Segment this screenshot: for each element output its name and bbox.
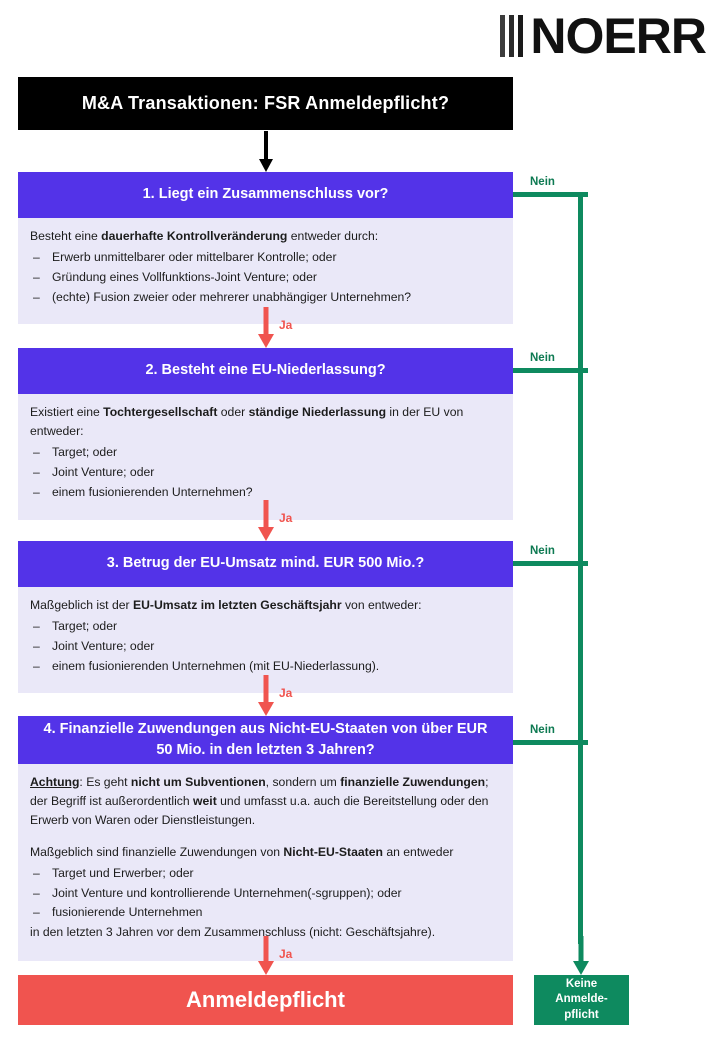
list-item: – Target; oder — [30, 617, 501, 636]
question-box-1-list — [30, 248, 501, 307]
edge-label-nein-4: Nein — [530, 724, 555, 736]
question-box-4-outro: in den letzten 3 Jahren vor dem Zusammenschluss (nicht: Geschäftsjahre). — [30, 925, 436, 940]
edge-label-ja-2: Ja — [279, 511, 293, 525]
edge-label-nein-1: Nein — [530, 176, 555, 188]
question-box-4-heading: 4. Finanzielle Zuwendungen aus Nicht-EU-Staaten von über EUR 50 Mio. in den letzten 3 Jahren? — [18, 716, 513, 764]
question-box-1-intro: Besteht eine dauerhafte Kontrollveränderung entweder durch: — [30, 229, 379, 243]
list-item: – einem fusionierenden Unternehmen? — [30, 483, 501, 502]
question-box-4-list — [30, 864, 501, 923]
arrow-title-to-box1 — [256, 131, 276, 173]
connector-no-box2-horizontal — [513, 368, 588, 373]
list-item: – Joint Venture; oder — [30, 463, 501, 482]
edge-label-nein-2: Nein — [530, 352, 555, 364]
question-box-3[interactable] — [18, 541, 513, 693]
arrow-yes-box2-to-box3 — [256, 500, 276, 542]
connector-no-box1-horizontal — [513, 192, 588, 197]
connector-no-trunk-vertical — [578, 192, 583, 944]
question-box-2-heading: 2. Besteht eine EU-Niederlassung? — [18, 348, 513, 394]
list-item: – einem fusionierenden Unternehmen (mit EU-Niederlassung). — [30, 657, 501, 676]
question-box-2[interactable] — [18, 348, 513, 520]
question-box-2-list — [30, 443, 501, 502]
list-item: – (echte) Fusion zweier oder mehrerer unabhängiger Unternehmen? — [30, 288, 501, 307]
edge-label-ja-3: Ja — [279, 686, 293, 700]
connector-no-box3-horizontal — [513, 561, 588, 566]
result-anmeldepflicht[interactable]: Anmeldepflicht — [18, 975, 513, 1025]
logo-bars-icon — [500, 15, 523, 57]
list-item: – Erwerb unmittelbarer oder mittelbarer Kontrolle; oder — [30, 248, 501, 267]
question-box-3-intro: Maßgeblich ist der EU-Umsatz im letzten Geschäftsjahr von entweder: — [30, 598, 422, 612]
arrow-yes-box4-to-result — [256, 936, 276, 976]
arrow-no-to-result — [569, 936, 593, 976]
question-box-1-heading: 1. Liegt ein Zusammenschluss vor? — [18, 172, 513, 218]
question-box-4-intro: Maßgeblich sind finanzielle Zuwendungen von Nicht-EU-Staaten an entweder — [30, 844, 454, 859]
list-item: – Joint Venture und kontrollierende Unternehmen(-sgruppen); oder — [30, 884, 501, 903]
list-item: – Joint Venture; oder — [30, 637, 501, 656]
edge-label-ja-4: Ja — [279, 947, 293, 961]
question-box-4-note: Achtung: Es geht nicht um Subventionen, sondern um finanzielle Zuwendungen; der Begriff ist außerordentlich weit und umfasst u.a. auch die Bereitstellung oder den Erwerb von Waren oder Dienstleistungen. — [30, 775, 489, 827]
connector-no-box4-horizontal — [513, 740, 588, 745]
question-box-1[interactable] — [18, 172, 513, 324]
result-line-2: Anmelde- — [555, 993, 608, 1006]
question-box-4-body — [18, 764, 513, 961]
list-item: – Target; oder — [30, 443, 501, 462]
arrow-yes-box1-to-box2 — [256, 307, 276, 349]
edge-label-ja-1: Ja — [279, 318, 293, 332]
list-item: – Gründung eines Vollfunktions-Joint Venture; oder — [30, 268, 501, 287]
page-title: M&A Transaktionen: FSR Anmeldepflicht? — [18, 77, 513, 130]
edge-label-nein-3: Nein — [530, 545, 555, 557]
question-box-4[interactable] — [18, 716, 513, 961]
result-keine-anmeldepflicht[interactable] — [534, 975, 629, 1025]
arrow-yes-box3-to-box4 — [256, 675, 276, 717]
list-item: – fusionierende Unternehmen — [30, 903, 501, 922]
question-box-2-intro: Existiert eine Tochtergesellschaft oder ständige Niederlassung in der EU von entweder: — [30, 405, 464, 438]
question-box-3-heading: 3. Betrug der EU-Umsatz mind. EUR 500 Mio.? — [18, 541, 513, 587]
list-item: – Target und Erwerber; oder — [30, 864, 501, 883]
result-line-3: pflicht — [564, 1008, 599, 1021]
logo-wordmark: NOERR — [530, 8, 706, 64]
noerr-logo — [500, 10, 706, 62]
result-line-1: Keine — [565, 977, 598, 990]
question-box-3-list — [30, 617, 501, 676]
